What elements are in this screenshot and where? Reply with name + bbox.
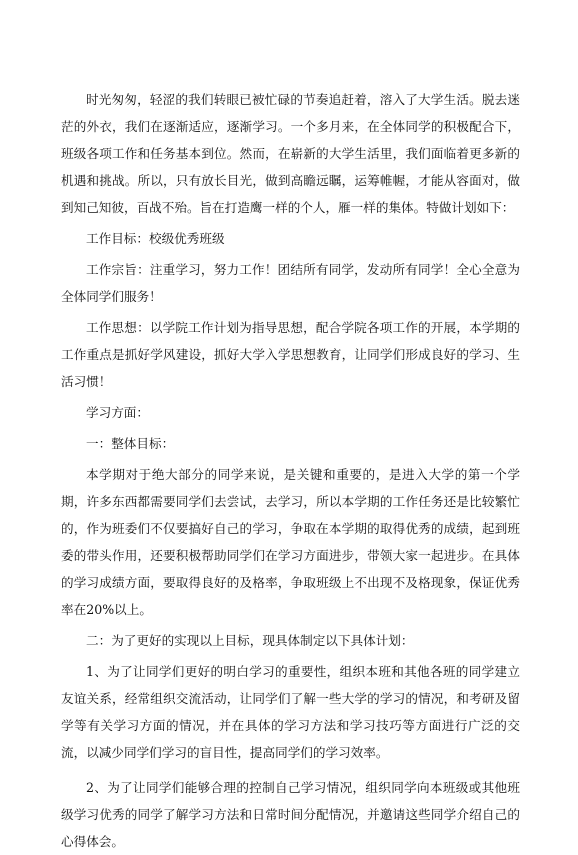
work-goal-paragraph: 工作目标：校级优秀班级 xyxy=(86,231,225,246)
plan-item-2-paragraph: 2、为了让同学们能够合理的控制自己学习情况，组织同学向本班级或其他班级学习优秀的同学了解学习方法和日常时间分配情况，并邀请这些同学介绍自己的心得体会。 xyxy=(61,780,520,849)
intro-paragraph: 时光匆匆，轻涩的我们转眼已被忙碌的节奏追赶着，溶入了大学生活。脱去迷茫的外衣，我们在逐渐适应，逐渐学习。一个多月来，在全体同学的积极配合下，班级各项工作和任务基本到位。然而，在崭新的大学生活里，我们面临着更多新的机遇和挑战。所以，只有放长目光，做到高瞻远瞩，运筹帷幄，才能从容面对，做到知己知彼，百战不殆。旨在打造鹰一样的个人，雁一样的集体。特做计划如下： xyxy=(61,92,520,215)
study-section-heading: 学习方面： xyxy=(86,405,149,420)
work-thought-paragraph: 工作思想：以学院工作计划为指导思想，配合学院各项工作的开展，本学期的工作重点是抓好学风建设，抓好大学入学思想教育，让同学们形成良好的学习、生活习惯！ xyxy=(61,320,520,389)
document-body xyxy=(61,86,520,855)
overall-goal-paragraph: 本学期对于绝大部分的同学来说，是关键和重要的，是进入大学的第一个学期，许多东西都需要同学们去尝试，去学习，所以本学期的工作任务还是比较繁忙的，作为班委们不仅要搞好自己的学习，争取在本学期的取得优秀的成绩，起到班委的带头作用，还要积极帮助同学们在学习方面进步，带领大家一起进步。在具体的学习成绩方面，要取得良好的及格率，争取班级上不出现不及格现象，保证优秀率在20%以上。 xyxy=(61,467,520,617)
plan-intro-paragraph: 二：为了更好的实现以上目标，现具体制定以下具体计划： xyxy=(86,633,414,648)
plan-item-1-paragraph: 1、为了让同学们更好的明白学习的重要性，组织本班和其他各班的同学建立友谊关系，经常组织交流活动，让同学们了解一些大学的学习的情况，和考研及留学等有关学习方面的情况，并在具体的学习方法和学习技巧等方面进行广泛的交流，以减少同学们学习的盲目性，提高同学们的学习效率。 xyxy=(61,664,520,760)
overall-goal-heading: 一：整体目标： xyxy=(86,436,175,451)
work-tenet-paragraph: 工作宗旨：注重学习，努力工作！团结所有同学，发动所有同学！全心全意为全体同学们服务！ xyxy=(61,262,520,304)
